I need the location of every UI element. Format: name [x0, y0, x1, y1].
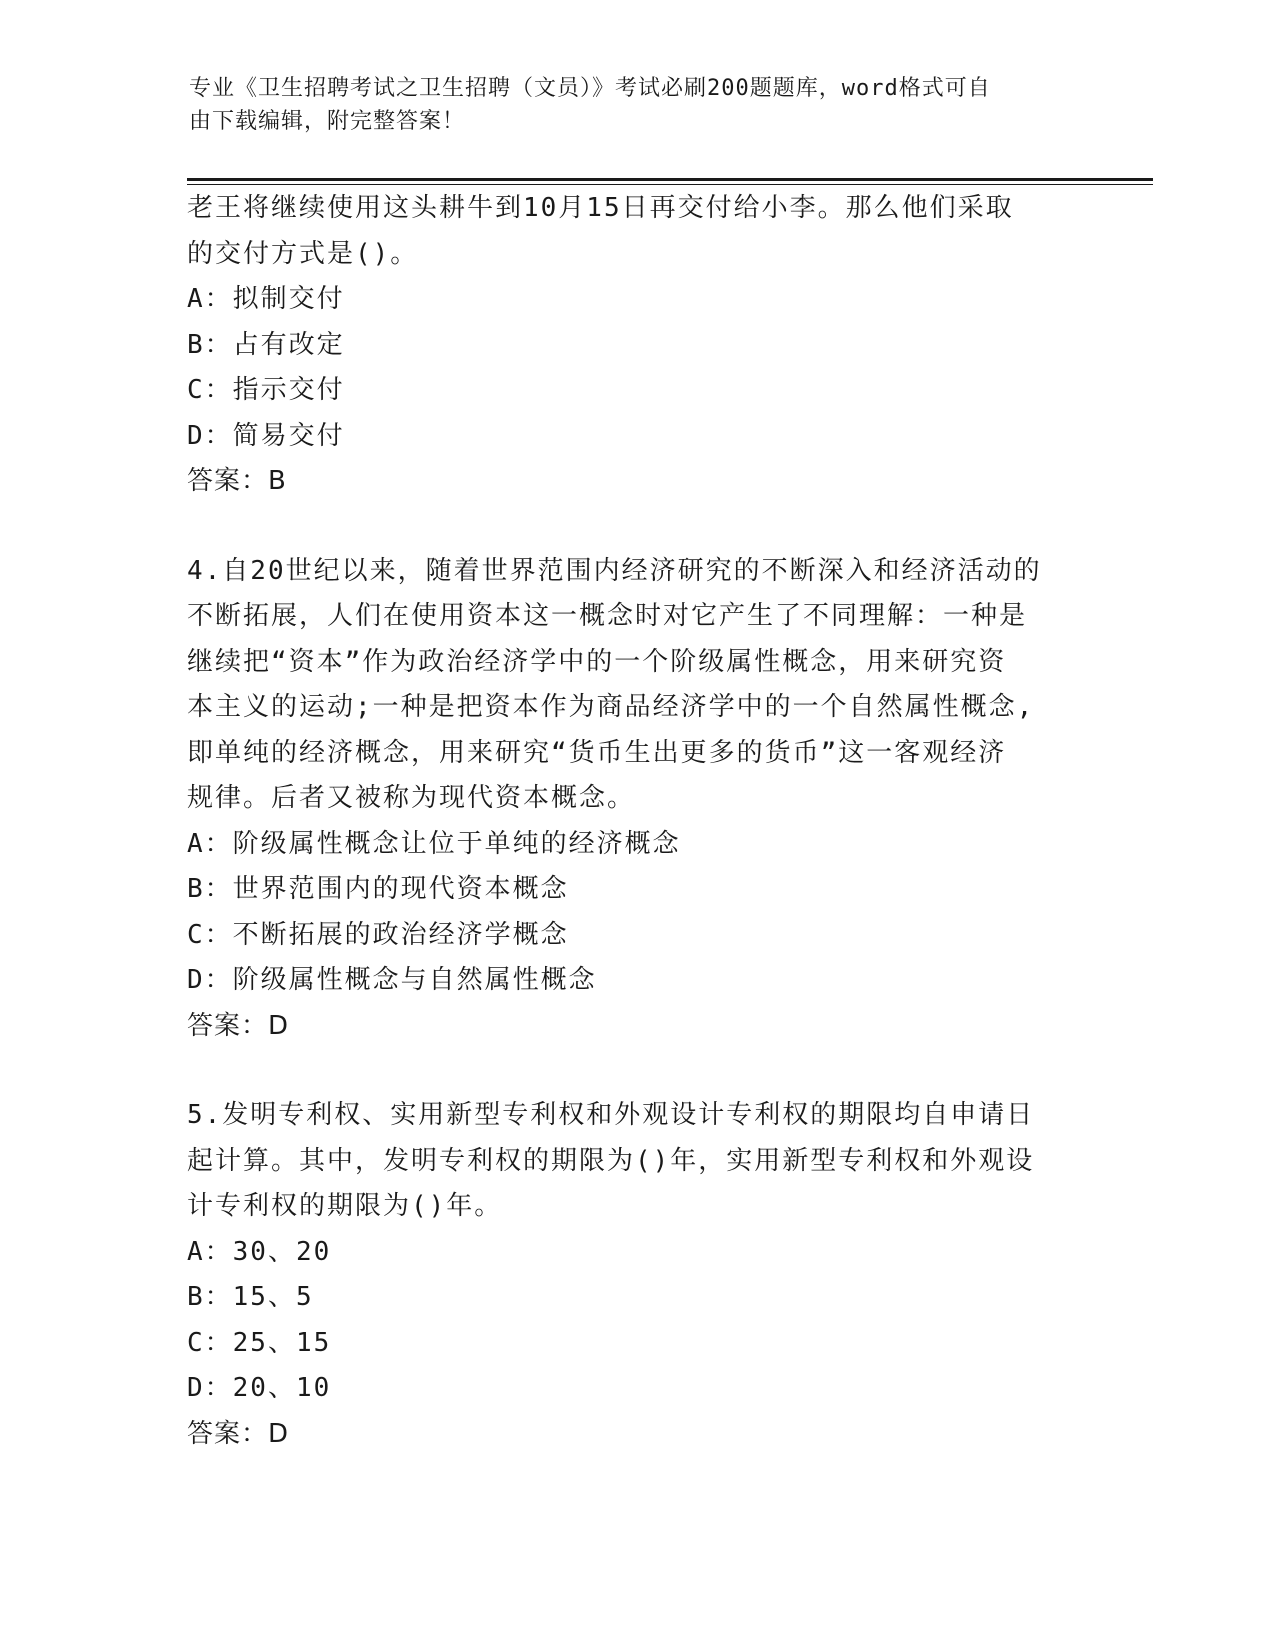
question-text-line: 计专利权的期限为()年。: [187, 1191, 503, 1221]
header-line-2: 由下载编辑，附完整答案！: [189, 109, 466, 134]
question-text-line: 起计算。其中，发明专利权的期限为()年，实用新型专利权和外观设: [187, 1145, 1035, 1176]
answer-line: 答案：D: [187, 1418, 290, 1449]
question-3: [187, 186, 1067, 505]
question-5: [187, 1093, 1067, 1457]
option-b: B：15、5: [187, 1282, 314, 1312]
question-text-line: 规律。后者又被称为现代资本概念。: [187, 783, 636, 813]
option-d: D：20、10: [187, 1373, 332, 1403]
header-rule-thick: [187, 178, 1153, 181]
option-b: B：世界范围内的现代资本概念: [187, 874, 569, 904]
option-c: C：不断拓展的政治经济学概念: [187, 919, 569, 950]
header-rule-thin: [187, 184, 1153, 185]
question-text-line: 4.自20世纪以来，随着世界范围内经济研究的不断深入和经济活动的: [187, 555, 1042, 586]
question-text-line: 即单纯的经济概念，用来研究“货币生出更多的货币”这一客观经济: [187, 737, 1007, 768]
header-line-1: 专业《卫生招聘考试之卫生招聘（文员）》考试必刷200题题库，word格式可自: [189, 76, 991, 101]
question-text-line: 5.发明专利权、实用新型专利权和外观设计专利权的期限均自申请日: [187, 1100, 1035, 1130]
option-a: A：拟制交付: [187, 284, 345, 314]
question-text-line: 不断拓展，人们在使用资本这一概念时对它产生了不同理解：一种是: [187, 601, 1028, 631]
option-c: C：指示交付: [187, 375, 345, 405]
question-text-line: 老王将继续使用这头耕牛到10月15日再交付给小李。那么他们采取: [187, 193, 1014, 223]
answer-line: 答案：D: [187, 1010, 290, 1041]
question-text-line: 本主义的运动;一种是把资本作为商品经济学中的一个自然属性概念,: [187, 692, 1035, 722]
option-a: A：30、20: [187, 1236, 332, 1267]
option-a: A：阶级属性概念让位于单纯的经济概念: [187, 828, 681, 859]
option-d: D：简易交付: [187, 420, 345, 451]
option-c: C：25、15: [187, 1327, 332, 1358]
question-4: [187, 549, 1067, 1050]
answer-line: 答案：B: [187, 466, 287, 496]
document-body: [187, 186, 1067, 1457]
option-d: D：阶级属性概念与自然属性概念: [187, 965, 597, 995]
option-b: B：占有改定: [187, 329, 345, 360]
question-text-line: 继续把“资本”作为政治经济学中的一个阶级属性概念，用来研究资: [187, 646, 1007, 677]
document-header: [189, 72, 1069, 138]
question-text-line: 的交付方式是()。: [187, 238, 419, 269]
